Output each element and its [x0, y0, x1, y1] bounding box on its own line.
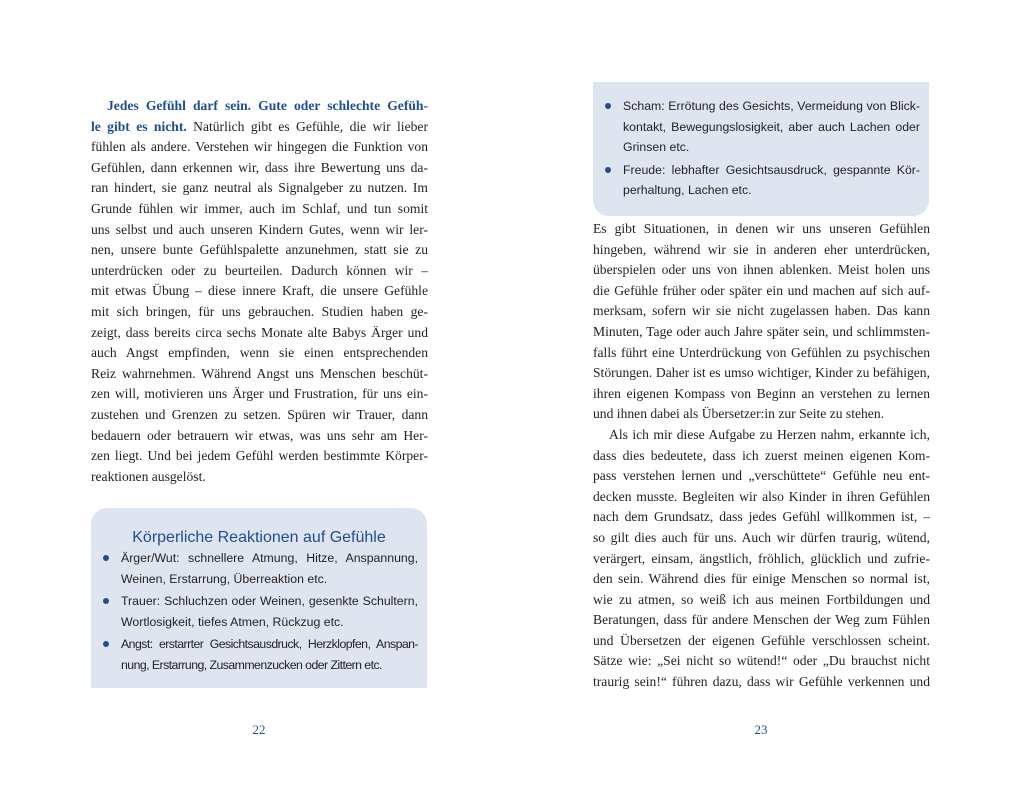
list-item-line: Ärger/Wut: schnellere Atmung, Hitze, Anspannung, [121, 551, 418, 565]
text-line: Grunde fühlen wir immer, auch im Schlaf, und tun somit [91, 200, 428, 216]
list-item [100, 591, 418, 632]
bullet-icon [103, 598, 109, 604]
right-body-text [593, 219, 930, 693]
right-page [510, 0, 1020, 812]
list-item [100, 548, 418, 589]
text-line: zen will, motivieren uns Ärger und Frustration, für uns ein- [91, 386, 428, 402]
text-line: und Übersetzen der eigenen Gefühle verschlossen scheint. [593, 632, 930, 648]
text-line: Sätze wie: „Sei nicht so wütend!“ oder „Du brauchst nicht [593, 653, 930, 669]
text-line: nach dem Grundsatz, dass jedes Gefühl willkommen ist, – [593, 509, 930, 525]
text-line: nen, unsere bunte Gefühlspalette anzunehmen, statt sie zu [91, 242, 428, 258]
list-item-line: perhaltung, Lachen etc. [623, 183, 752, 197]
text-line: traurig sein!“ führen dazu, dass wir Gefühle verkennen und [593, 674, 930, 690]
text-line: zen liegt. Und bei jedem Gefühl werden bestimmte Körper- [91, 448, 428, 464]
text-line: fühlen als andere. Verstehen wir hingegen die Funktion von [91, 139, 428, 155]
text-line: uns selbst und auch unseren Kindern Gutes, wenn wir ler- [91, 221, 428, 237]
text-line: unterdrücken oder zu beurteilen. Dadurch können wir – [91, 262, 428, 278]
text-line: und ihnen dabei als Übersetzer:in zur Seite zu stehen. [593, 406, 885, 422]
bullet-icon [103, 555, 109, 561]
text-line: Es gibt Situationen, in denen wir uns unseren Gefühlen [593, 221, 930, 236]
text-line: Als ich mir diese Aufgabe zu Herzen nahm, erkannte ich, [609, 426, 930, 442]
text-line: bedauern oder betrauern wir etwas, was uns sehr am Her- [91, 427, 428, 443]
list-item-line: Trauer: Schluchzen oder Weinen, gesenkte Schultern, [121, 594, 418, 608]
list-item [602, 160, 920, 201]
text-line: reaktionen ausgelöst. [91, 468, 206, 484]
page-number: 22 [252, 722, 266, 737]
text-line: zustehen und Grenzen zu setzen. Spüren wir Trauer, dann [91, 406, 428, 422]
list-item [100, 634, 418, 675]
text-line: Minuten, Tage oder auch Jahre später sein, und schlimmsten- [593, 323, 930, 339]
text-line: Beratungen, dass für andere Menschen der Weg zum Fühlen [593, 612, 930, 628]
page-number: 23 [754, 722, 768, 737]
text-line: hingeben, während wir sie in anderen eher unterdrücken, [593, 241, 930, 257]
text-line: wie zu atmen, so weiß ich aus meinen Fortbildungen und [593, 591, 930, 607]
text-line: pass verstehen lernen und „verschüttete“ Gefühle neu ent- [593, 468, 930, 484]
text-line [91, 117, 428, 138]
body-reactions-box-continued [593, 82, 929, 216]
list-item-line: nung, Erstarrung, Zusammenzucken oder Zittern etc. [121, 657, 382, 672]
text-line: dass dies bedeutete, dass ich zuerst meinen eigenen Kom- [593, 447, 930, 463]
text-line: so gilt dies auch für uns. Auch wir dürfen traurig, wütend, [593, 529, 930, 545]
text-line [91, 96, 428, 117]
text-line: falls führt eine Unterdrückung von Gefühlen zu psychischen [593, 344, 930, 360]
list-item-line: kontakt, Bewegungslosigkeit, aber auch Lachen oder [623, 119, 920, 134]
list-item-line: Angst: erstarrter Gesichtsausdruck, Herzklopfen, Anspan- [121, 637, 418, 651]
text-line: auch Angst empfinden, wenn sie einen entsprechenden [91, 345, 428, 361]
list-item-line: Scham: Errötung des Gesichts, Vermeidung von Blick- [623, 99, 920, 113]
lead-sentence-part2: le gibt es nicht. [91, 118, 187, 134]
bullet-icon [605, 167, 611, 173]
text-line: ihren eigenen Kompass von Beginn an verstehen zu lernen [593, 385, 930, 401]
text-line: decken musste. Begleiten wir also Kinder in ihren Gefühlen [593, 488, 930, 504]
text-line: Gefühlen, dann erkennen wir, dass ihre Bewertung uns da- [91, 159, 428, 175]
text-line: Störungen. Daher ist es umso wichtiger, Kinder zu befähigen, [593, 365, 930, 381]
text-line: zeigt, dass bereits circa sechs Monate alte Babys Ärger und [91, 324, 428, 340]
body-reactions-box [91, 508, 427, 688]
list-item-line: Wortlosigkeit, tiefes Atmen, Rückzug etc. [121, 614, 344, 629]
text-line: verärgert, einsam, ängstlich, fröhlich, glücklich und zufrie- [593, 550, 930, 566]
text-line: Reiz wahrnehmen. Während Angst uns Menschen beschüt- [91, 365, 428, 381]
bullet-icon [605, 103, 611, 109]
lead-sentence-part1: Jedes Gefühl darf sein. Gute oder schlechte Gefüh- [107, 98, 428, 113]
list-item-line: Freude: lebhafter Gesichtsausdruck, gespannte Kör- [623, 162, 920, 177]
text-line: die Gefühle früher oder später ein und machen auf sich auf- [593, 282, 930, 298]
text-line: mit sich bringen, für uns gebrauchen. Studien haben ge- [91, 303, 428, 319]
list-item [602, 96, 920, 158]
bullet-icon [103, 641, 109, 647]
list-item-line: Weinen, Erstarrung, Überreaktion etc. [121, 571, 328, 586]
text-line: ran hindert, sie ganz neutral als Signalgeber zu nutzen. Im [91, 180, 428, 196]
list-item-line: Grinsen etc. [623, 140, 690, 154]
first-line-rest: Natürlich gibt es Gefühle, die wir lieber [193, 118, 428, 134]
reaction-list [100, 548, 418, 677]
reaction-list [602, 96, 920, 203]
text-line: merksam, sofern wir sie nicht zugelassen haben. Das kann [593, 303, 930, 319]
text-line: den sein. Während dies für einige Menschen so normal ist, [593, 571, 930, 587]
text-line: überspielen oder uns von ihnen ablenken. Meist holen uns [593, 262, 930, 278]
text-line: mit etwas Übung – diese innere Kraft, die unsere Gefühle [91, 283, 428, 299]
box-title: Körperliche Reaktionen auf Gefühle [132, 529, 386, 546]
left-body-text [91, 96, 428, 487]
